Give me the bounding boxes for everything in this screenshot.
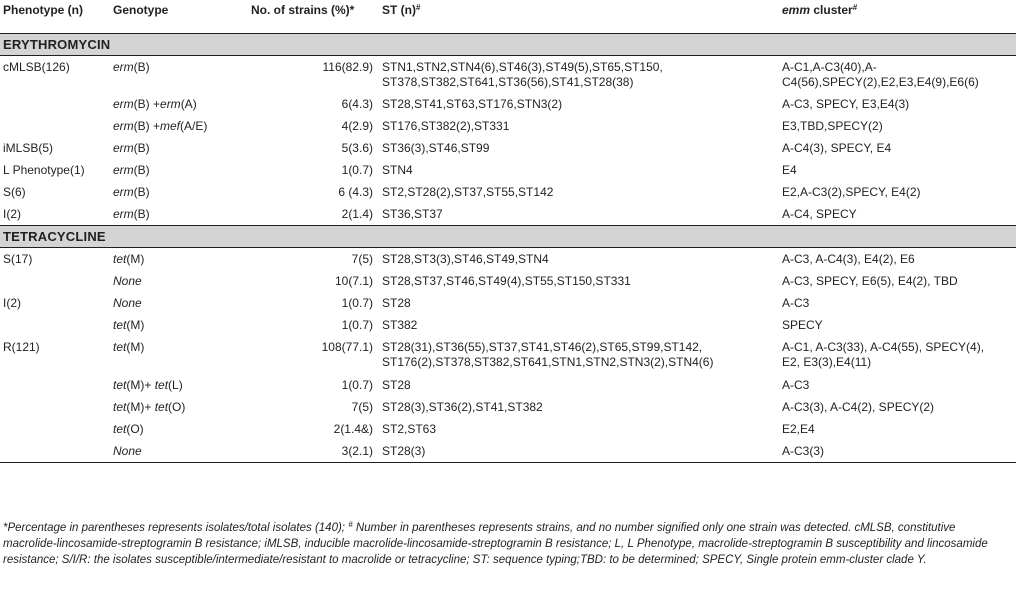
- st-cell: ST36(3),ST46,ST99: [382, 140, 490, 155]
- genotype-part: (M): [126, 317, 145, 332]
- genotype-part: (M): [126, 339, 145, 354]
- st-cell: STN1,STN2,STN4(6),ST46(3),ST49(5),ST65,ST150, ST378,ST382,ST641,ST36(56),ST41,ST28(38): [382, 59, 663, 89]
- genotype-cell: [110, 93, 248, 115]
- emm-cluster-cell: E2,E4: [782, 421, 815, 436]
- genotype-part: tet: [113, 421, 127, 436]
- st-cell: ST36,ST37: [382, 206, 443, 221]
- table-body: [0, 33, 1016, 462]
- st-cell: ST28,ST41,ST63,ST176,STN3(2): [382, 96, 563, 111]
- st-cell: ST28,ST3(3),ST46,ST49,STN4: [382, 251, 549, 266]
- strains-cell: 2(1.4&): [333, 421, 373, 436]
- header-row: [0, 0, 1016, 33]
- genotype-part: None: [113, 443, 142, 458]
- genotype-cell: [110, 115, 248, 137]
- strains-cell: 1(0.7): [341, 162, 373, 177]
- section-title: ERYTHROMYCIN: [0, 33, 1016, 55]
- genotype-part: (M)+: [126, 377, 155, 392]
- emm-cluster-cell: A-C4(3), SPECY, E4: [782, 140, 892, 155]
- genotype-part: (B): [133, 206, 150, 221]
- emm-cluster-cell: A-C3: [782, 295, 810, 310]
- genotype-cell: [110, 270, 248, 292]
- genotype-part: erm: [113, 140, 134, 155]
- phenotype-cell: cMLSB(126): [3, 59, 70, 74]
- phenotype-cell: [0, 115, 110, 137]
- genotype-part: tet: [113, 399, 127, 414]
- genotype-cell: [110, 247, 248, 270]
- strains-cell: 1(0.7): [341, 317, 373, 332]
- genotype-part: mef: [160, 118, 181, 133]
- strains-cell: 7(5): [351, 399, 373, 414]
- table-row: [0, 336, 1016, 374]
- genotype-cell: [110, 292, 248, 314]
- emm-cluster-cell: A-C3, SPECY, E6(5), E4(2), TBD: [782, 273, 958, 288]
- genotype-cell: [110, 137, 248, 159]
- table-row: [0, 396, 1016, 418]
- genotype-part: (A): [180, 96, 197, 111]
- genotype-part: (L): [168, 377, 183, 392]
- table-row: [0, 181, 1016, 203]
- header-emm-label: cluster: [810, 3, 853, 17]
- strains-cell: 6(4.3): [341, 96, 373, 111]
- table-row: [0, 55, 1016, 93]
- emm-cluster-cell: A-C3(3), A-C4(2), SPECY(2): [782, 399, 935, 414]
- emm-cluster-cell: E3,TBD,SPECY(2): [782, 118, 883, 133]
- strains-cell: 10(7.1): [334, 273, 373, 288]
- emm-cluster-cell: A-C1, A-C3(33), A-C4(55), SPECY(4), E2, E3(3),E4(11): [782, 339, 985, 369]
- phenotype-cell: L Phenotype(1): [3, 162, 85, 177]
- genotype-part: tet: [154, 377, 169, 392]
- strains-cell: 3(2.1): [248, 440, 379, 463]
- strains-cell: 7(5): [351, 251, 373, 266]
- phenotype-cell: iMLSB(5): [3, 140, 54, 155]
- emm-cluster-cell: A-C3, SPECY, E3,E4(3): [782, 96, 910, 111]
- phenotype-cell: S(17): [3, 251, 33, 266]
- emm-cluster-cell: SPECY: [782, 317, 823, 332]
- genotype-part: erm: [113, 96, 134, 111]
- genotype-part: (B): [133, 184, 150, 199]
- table-footnote: [3, 520, 1009, 568]
- genotype-cell: [110, 314, 248, 336]
- genotype-part: (B): [133, 162, 150, 177]
- st-cell: STN4: [382, 162, 413, 177]
- genotype-part: (O): [168, 399, 186, 414]
- table-row: [0, 374, 1016, 396]
- table-row: [0, 247, 1016, 270]
- genotype-part: erm: [113, 184, 134, 199]
- genotype-part: (B) +: [133, 118, 161, 133]
- footnote-part2: Number in parentheses represents strains, and no number signified only one strain was detected. cMLSB, constitutive macrolide-lincosamide-streptogramin B resistance; iMLSB, inducible macrolide-lincosamide-streptogramin B resistance; L, L Phenotype, macrolide-streptogramin B susceptibility and lincosamide resistance; S/I/R: the isolates susceptible/intermediate/resistant to macrolide or tetracycline; ST: sequence typing;TBD: to be determined; SPECY, Single protein emm-cluster clade Y.: [3, 522, 988, 566]
- emm-cluster-cell: A-C3(3): [779, 440, 1016, 463]
- genotype-part: (B) +: [133, 96, 161, 111]
- header-emm-italic: emm: [782, 3, 811, 17]
- emm-cluster-cell: A-C3, A-C4(3), E4(2), E6: [782, 251, 915, 266]
- st-cell: ST2,ST63: [382, 421, 437, 436]
- phenotype-cell: I(2): [3, 295, 21, 310]
- table-row: [0, 292, 1016, 314]
- genotype-cell: [110, 374, 248, 396]
- genotype-cell: [110, 159, 248, 181]
- strains-cell: 4(2.9): [341, 118, 373, 133]
- header-genotype: Genotype: [110, 0, 248, 33]
- genotype-cell: [110, 203, 248, 226]
- genotype-part: tet: [113, 377, 127, 392]
- genotype-part: erm: [113, 162, 134, 177]
- st-cell: ST28: [382, 377, 411, 392]
- emm-cluster-cell: E4: [782, 162, 797, 177]
- genotype-part: None: [113, 295, 142, 310]
- strains-cell: 1(0.7): [341, 295, 373, 310]
- strains-cell: 5(3.6): [341, 140, 373, 155]
- strains-cell: 1(0.7): [341, 377, 373, 392]
- phenotype-cell: [0, 314, 110, 336]
- genotype-cell: [110, 418, 248, 440]
- phenotype-cell: R(121): [3, 339, 40, 354]
- genotype-part: erm: [113, 118, 134, 133]
- genotype-part: (B): [133, 59, 150, 74]
- genotype-part: None: [113, 273, 142, 288]
- st-cell: ST28,ST37,ST46,ST49(4),ST55,ST150,ST331: [382, 273, 631, 288]
- emm-cluster-cell: A-C1,A-C3(40),A- C4(56),SPECY(2),E2,E3,E4(9),E6(6): [782, 59, 979, 89]
- genotype-part: tet: [113, 339, 127, 354]
- header-st-label: ST (n): [382, 3, 416, 17]
- phenotype-cell: [0, 374, 110, 396]
- strains-cell: 116(82.9): [322, 59, 373, 74]
- genotype-cell: [110, 336, 248, 374]
- footnote-sup: #: [348, 520, 353, 529]
- genotype-part: (O): [126, 421, 144, 436]
- emm-cluster-cell: E2,A-C3(2),SPECY, E4(2): [782, 184, 921, 199]
- emm-cluster-cell: A-C4, SPECY: [782, 206, 857, 221]
- phenotype-cell: I(2): [3, 206, 21, 221]
- genotype-cell: [110, 181, 248, 203]
- genotype-part: (B): [133, 140, 150, 155]
- table-row: [0, 93, 1016, 115]
- header-phenotype: Phenotype (n): [0, 0, 110, 33]
- strains-cell: 108(77.1): [321, 339, 373, 354]
- phenotype-cell: [0, 418, 110, 440]
- st-cell: ST28(3),ST36(2),ST41,ST382: [382, 399, 543, 414]
- genotype-cell: [110, 396, 248, 418]
- genotype-part: erm: [113, 59, 134, 74]
- table-row: [0, 203, 1016, 226]
- genotype-part: tet: [113, 317, 127, 332]
- strains-cell: 6 (4.3): [338, 184, 373, 199]
- st-cell: ST28(31),ST36(55),ST37,ST41,ST46(2),ST65,ST99,ST142, ST176(2),ST378,ST382,ST641,STN1,STN2,STN3(2),STN4(6): [382, 339, 714, 369]
- table-row: [0, 270, 1016, 292]
- footnote-part1: *Percentage in parentheses represents isolates/total isolates (140);: [3, 522, 349, 534]
- table-row: [0, 440, 1016, 463]
- genotype-part: tet: [113, 251, 127, 266]
- section-header: [0, 33, 1016, 55]
- table-row: [0, 418, 1016, 440]
- st-cell: ST176,ST382(2),ST331: [382, 118, 510, 133]
- phenotype-cell: [0, 93, 110, 115]
- header-emm-sup: #: [852, 3, 858, 12]
- genotype-part: erm: [160, 96, 181, 111]
- phenotype-cell: S(6): [3, 184, 26, 199]
- phenotype-cell: [0, 440, 110, 463]
- genotype-part: erm: [113, 206, 134, 221]
- st-cell: ST2,ST28(2),ST37,ST55,ST142: [382, 184, 554, 199]
- table-row: [0, 137, 1016, 159]
- emm-cluster-cell: A-C3: [782, 377, 810, 392]
- st-cell: ST28: [382, 295, 411, 310]
- header-emm-cluster: [779, 0, 1016, 33]
- section-header: [0, 225, 1016, 247]
- header-st-sup: #: [416, 3, 421, 12]
- section-title: TETRACYCLINE: [0, 225, 1016, 247]
- genotype-part: (M)+: [126, 399, 155, 414]
- strains-cell: 2(1.4): [341, 206, 373, 221]
- genotype-cell: [110, 55, 248, 93]
- phenotype-cell: [0, 396, 110, 418]
- genotype-part: (A/E): [180, 118, 208, 133]
- table-row: [0, 314, 1016, 336]
- header-strains: No. of strains (%)*: [248, 0, 379, 33]
- table-row: [0, 159, 1016, 181]
- table-row: [0, 115, 1016, 137]
- genotype-part: (M): [126, 251, 145, 266]
- phenotype-cell: [0, 270, 110, 292]
- genotype-part: tet: [154, 399, 169, 414]
- header-st: [379, 0, 779, 33]
- genotype-cell: [110, 440, 248, 463]
- st-cell: ST28(3): [379, 440, 779, 463]
- st-cell: ST382: [382, 317, 418, 332]
